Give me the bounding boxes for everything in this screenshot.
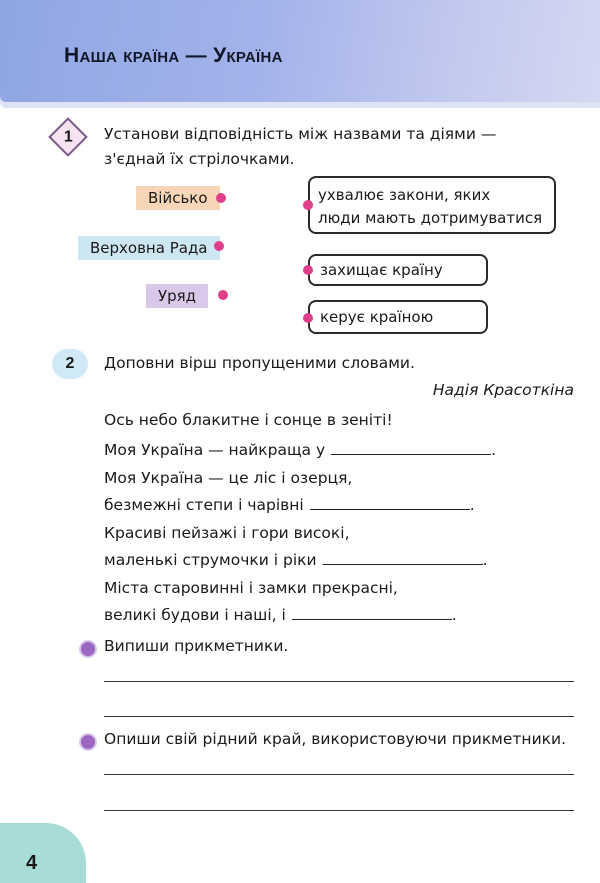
answer-line-2[interactable] [104,716,574,717]
poem-line-3-text: Моя Україна — це ліс і озерця, [104,469,353,487]
poem-blank-4[interactable] [292,601,452,620]
exercise-2-instruction: Опиши свій рідний край, використовуючи прикметники. [104,730,567,748]
poem-author: Надія Красоткіна [432,381,574,399]
action-laws-line-1: ухвалює закони, яких [318,186,491,204]
poem-period-3: . [482,551,488,569]
exercise-1-instruction: Випиши прикметники. [104,637,289,655]
poem-blank-3[interactable] [323,546,483,565]
task-2-instruction: Доповни вірш пропущеними словами. [104,354,415,372]
poem-line-4-text: безмежні степи і чарівні [104,496,304,514]
poem-blank-1[interactable] [331,436,491,455]
poem-line-2 [104,436,496,464]
poem-line-5 [104,519,350,547]
poem-line-8 [104,601,457,629]
poem-period-4: . [451,606,457,624]
page-corner-decoration [0,823,86,883]
action-box-protects [308,254,488,286]
connector-dot-laws[interactable] [303,200,313,210]
label-government: Уряд [146,284,208,308]
poem-period-2: . [469,496,475,514]
exercise-bullet-1 [79,640,97,658]
connector-dot-protects[interactable] [303,265,313,275]
task-1-number: 1 [48,117,88,157]
answer-line-4[interactable] [104,810,574,811]
poem-blank-2[interactable] [310,491,470,510]
task-1-instruction-line-1: Установи відповідність між назвами та діями — [104,125,497,143]
page-number: 4 [26,852,38,874]
answer-line-1[interactable] [104,681,574,682]
task-1-instruction-line-2: з'єднай їх стрілочками. [104,150,295,168]
label-parliament: Верховна Рада [78,236,220,260]
page-title: Наша країна — Україна [64,44,283,67]
connector-dot-army[interactable] [216,193,226,203]
poem-line-5-text: Красиві пейзажі і гори високі, [104,524,350,542]
action-governs-text: керує країною [320,308,434,326]
action-box-laws [308,176,556,234]
poem-line-6-text: маленькі струмочки і ріки [104,551,317,569]
answer-line-3[interactable] [104,774,574,775]
poem-line-2-text: Моя Україна — найкраща у [104,441,326,459]
poem-line-6 [104,546,488,574]
poem-line-7 [104,574,398,602]
connector-dot-government[interactable] [218,290,228,300]
label-army: Військо [136,186,220,210]
exercise-bullet-2 [79,733,97,751]
poem-line-1 [104,406,393,434]
task-2-number: 2 [52,349,88,379]
poem-line-3 [104,464,352,492]
action-box-governs [308,300,488,334]
poem-line-7-text: Міста старовинні і замки прекрасні, [104,579,398,597]
poem-line-4 [104,491,475,519]
action-protects-text: захищає країну [320,261,443,279]
connector-dot-governs[interactable] [303,313,313,323]
poem-line-1-text: Ось небо блакитне і сонце в зеніті! [104,411,393,429]
action-laws-line-2: люди мають дотримуватися [318,209,543,227]
poem-period-1: . [491,441,497,459]
connector-dot-parliament[interactable] [214,241,224,251]
poem-line-8-text: великі будови і наші, і [104,606,286,624]
